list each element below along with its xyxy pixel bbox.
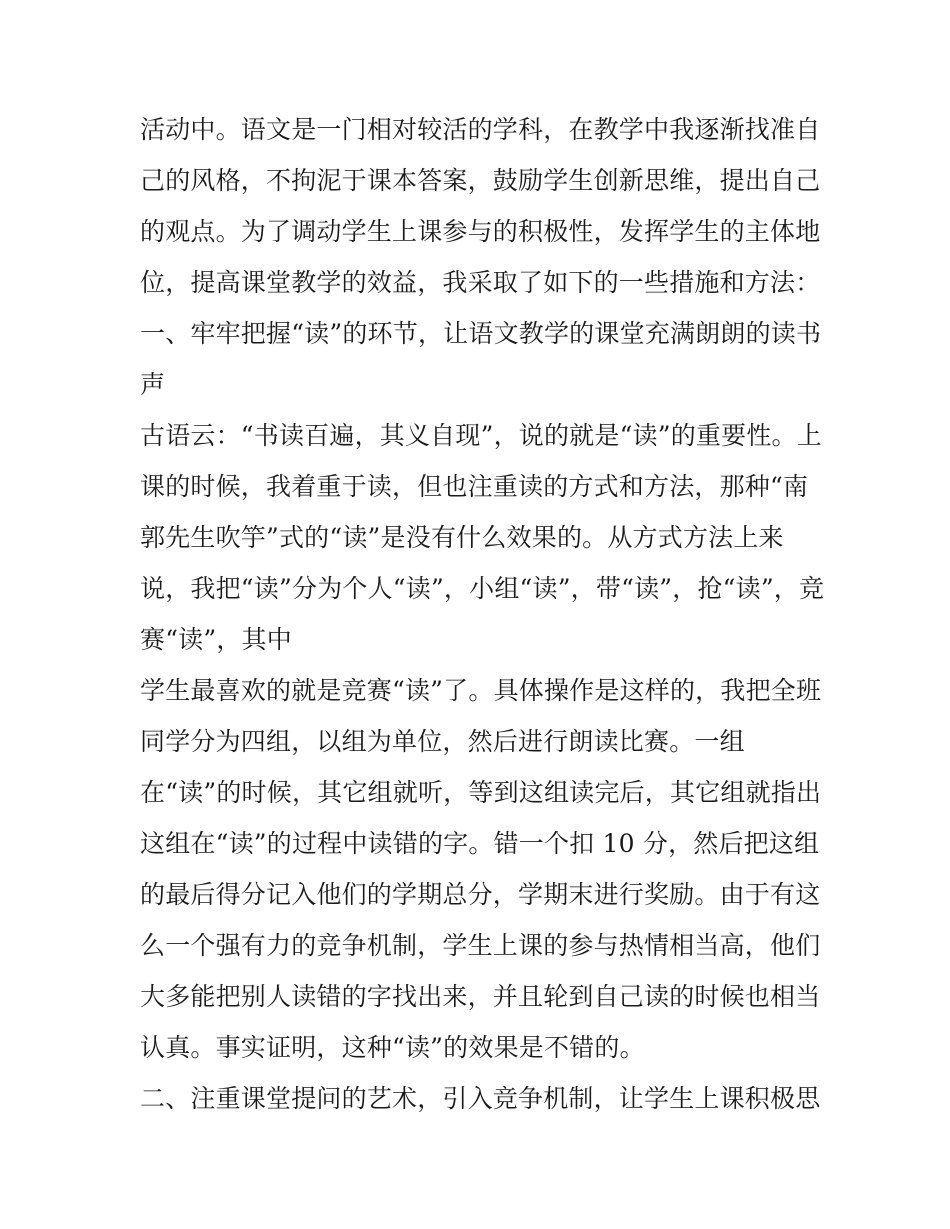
text-line: 认真。事实证明，这种“读”的效果是不错的。 (140, 1033, 645, 1062)
section-heading-line: 声 (140, 370, 166, 399)
text-line: 己的风格，不拘泥于课本答案，鼓励学生创新思维，提出自己 (140, 166, 821, 195)
text-line: 位，提高课堂教学的效益，我采取了如下的一些措施和方法： (140, 268, 821, 297)
section-heading-line: 一、牢牢把握“读”的环节，让语文教学的课堂充满朗朗的读书 (140, 319, 822, 348)
text-line: 大多能把别人读错的字找出来，并且轮到自己读的时候也相当 (140, 982, 821, 1011)
text-line: 课的时候，我着重于读，但也注重读的方式和方法，那种“南 (140, 472, 809, 501)
text-line: 的观点。为了调动学生上课参与的积极性，发挥学生的主体地 (140, 217, 821, 246)
text-line: 古语云：“书读百遍，其义自现”，说的就是“读”的重要性。上 (140, 421, 822, 450)
text-line: 郭先生吹竽”式的“读”是没有什么效果的。从方式方法上来 (140, 523, 784, 552)
text-line: 这组在“读”的过程中读错的字。错一个扣 10 分，然后把这组 (140, 829, 820, 858)
text-line: 的最后得分记入他们的学期总分，学期末进行奖励。由于有这 (140, 880, 821, 909)
text-line: 同学分为四组，以组为单位，然后进行朗读比赛。一组 (140, 727, 745, 756)
section-heading-line: 二、注重课堂提问的艺术，引入竞争机制，让学生上课积极思 (140, 1084, 821, 1113)
text-line: 在“读”的时候，其它组就听，等到这组读完后，其它组就指出 (140, 778, 822, 807)
text-line: 活动中。语文是一门相对较活的学科，在教学中我逐渐找准自 (140, 115, 821, 144)
text-line: 赛“读”，其中 (140, 625, 292, 654)
text-line: 么一个强有力的竞争机制，学生上课的参与热情相当高，他们 (140, 931, 821, 960)
text-line: 说，我把“读”分为个人“读”，小组“读”，带“读”，抢“读”，竞 (140, 574, 825, 603)
body-text (140, 104, 825, 1124)
text-line: 学生最喜欢的就是竞赛“读”了。具体操作是这样的，我把全班 (140, 676, 822, 705)
